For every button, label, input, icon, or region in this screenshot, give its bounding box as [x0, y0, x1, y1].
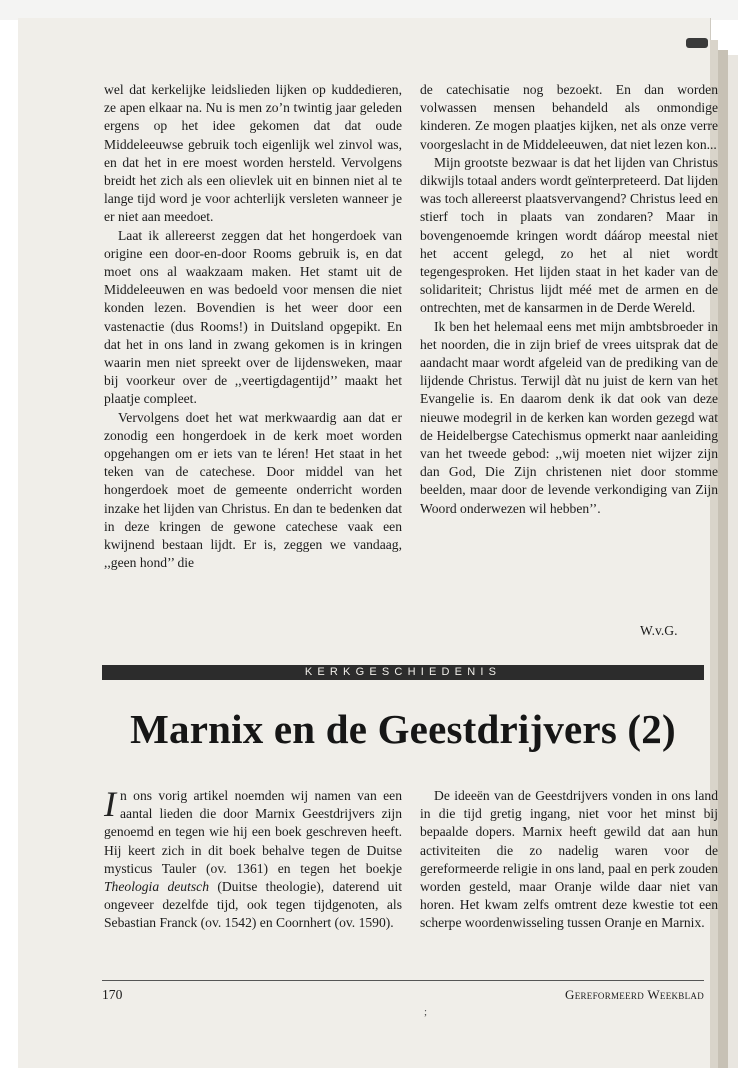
article1-left-column: [104, 81, 402, 572]
paragraph: Laat ik allereerst zeggen dat het hongerdoek van origine een door-en-door Rooms gebruik is, en dat moet ons al waakzaam maken. Het stamt uit de Middeleeuwen en was bedoeld voor mensen die niet konden lezen. Bovendien is het weer door een vastenactie (dus Rooms!) in Duitsland opgepikt. En dat het in ons land in zwang gekomen is in kringen waarin men niet spreekt over de lijdensweken, maar bij voorkeur over de ,,veertigdagentijd’’ maakt het plaatje compleet.: [104, 227, 402, 407]
article-headline: Marnix en de Geestdrijvers (2): [130, 706, 676, 752]
paragraph-text: n ons vorig artikel noemden wij namen van een aantal lieden die door Marnix Geestdrijvers zijn genoemd en tegen wie hij een boek geschreven heeft. Hij keert zich in dit boek behalve tegen de Duitse mysticus Tauler (ov. 1361) en tegen het boekje: [104, 788, 402, 876]
paragraph-text: (Duitse theologie), daterend uit ongeveer dezelfde tijd, ook tegen tijdgenoten, als Sebastian Franck (ov. 1542) en Coornhert (ov. 1590).: [104, 879, 402, 931]
page-edge: [718, 50, 728, 1068]
paragraph: wel dat kerkelijke leidslieden lijken op kuddedieren, ze apen elkaar na. Nu is men zo’n twintig jaar geleden ergens op het idee gekomen dat dat oude Middeleeuwse gebruik toch eigenlijk wel zinvol was, en dat het in ere moest worden hersteld. Vervolgens breidt het zich als een olievlek uit en binnen niet al te lange tijd word je voor achterlijk versleten wanneer je er niet aan meedoet.: [104, 82, 402, 225]
bottom-mark: ;: [424, 1006, 428, 1018]
article2-left-column: [104, 784, 402, 933]
article1-right-column: [420, 81, 718, 518]
drop-cap: I: [104, 784, 116, 824]
paragraph: Vervolgens doet het wat merkwaardig aan dat er zonodig een hongerdoek in de kerk moet worden opgehangen om er iets van te léren! Het staat in het teken van de catechese. Door middel van het hongerdoek moet de gemeente onderricht worden inzake het lijden van Christus. En dan te bedenken dat in deze kringen de gewone catechese vaak een kwijnend bestaan lijdt. Er is, zeggen we vandaag, ,,geen hond’’ die: [104, 409, 402, 571]
running-title: Gereformeerd Weekblad: [565, 987, 704, 1002]
scan-background: [0, 0, 738, 20]
paragraph: Mijn grootste bezwaar is dat het lijden van Christus dikwijls totaal anders wordt geïnterpreteerd. Dat lijden was toch allereerst plaatsvervangend? Christus leed en stierf toch in plaats van zondaren? Maar in bovengenoemde kringen wordt dáárop meestal niet het accent gelegd, zo het al niet wordt tegengesproken. Het lijden staat in het kader van de solidariteit; Christus lijdt méé met de armen en de ontrechten, met de kansarmen in de Derde Wereld.: [420, 154, 718, 316]
binder-clip-icon: [686, 38, 708, 48]
page-number: 170: [102, 987, 123, 1002]
footer-rule: [102, 980, 704, 981]
paragraph: Ik ben het helemaal eens met mijn ambtsbroeder in het noorden, die in zijn brief de vrees uitsprak dat de aandacht maar wordt afgeleid van de prediking van de lijdende Christus. Terwijl dàt nu juist de kern van het Evangelie is. En daarom denk ik dat ook van deze nieuwe modegril in de kerken kan worden gezegd wat de Heidelbergse Catechismus opmerkt naar aanleiding van het tweede gebod: ,,wij moeten niet wijzer zijn dan God, Die Zijn christenen niet door stomme beelden, maar door de levende verkondiging van Zijn Woord onderwezen wil hebben’’.: [420, 318, 718, 516]
paragraph: de catechisatie nog bezoekt. En dan worden volwassen mensen behandeld als onmondige kinderen. Ze mogen plaatjes kijken, net als onze verre voorgeslacht in de Middeleeuwen, dat niet lezen kon...: [420, 82, 718, 152]
paragraph: De ideeën van de Geestdrijvers vonden in ons land in die tijd gretig ingang, niet voor het minst bij bepaalde dopers. Marnix heeft gewild dat aan hun activiteiten die zo nadelig waren voor de gereformeerde religie in ons land, paal en perk zouden worden gesteld, maar Oranje wilde daar niet van horen. Het kwam zelfs omtrent deze kwestie tot een scherpe woordenwisseling tussen Oranje en Marnix.: [420, 788, 718, 931]
section-label: KERKGESCHIEDENIS: [102, 665, 704, 680]
article2-right-column: [420, 787, 718, 933]
page-edge: [728, 55, 738, 1068]
book-title: Theologia deutsch: [104, 879, 209, 895]
author-signature: W.v.G.: [640, 623, 678, 638]
